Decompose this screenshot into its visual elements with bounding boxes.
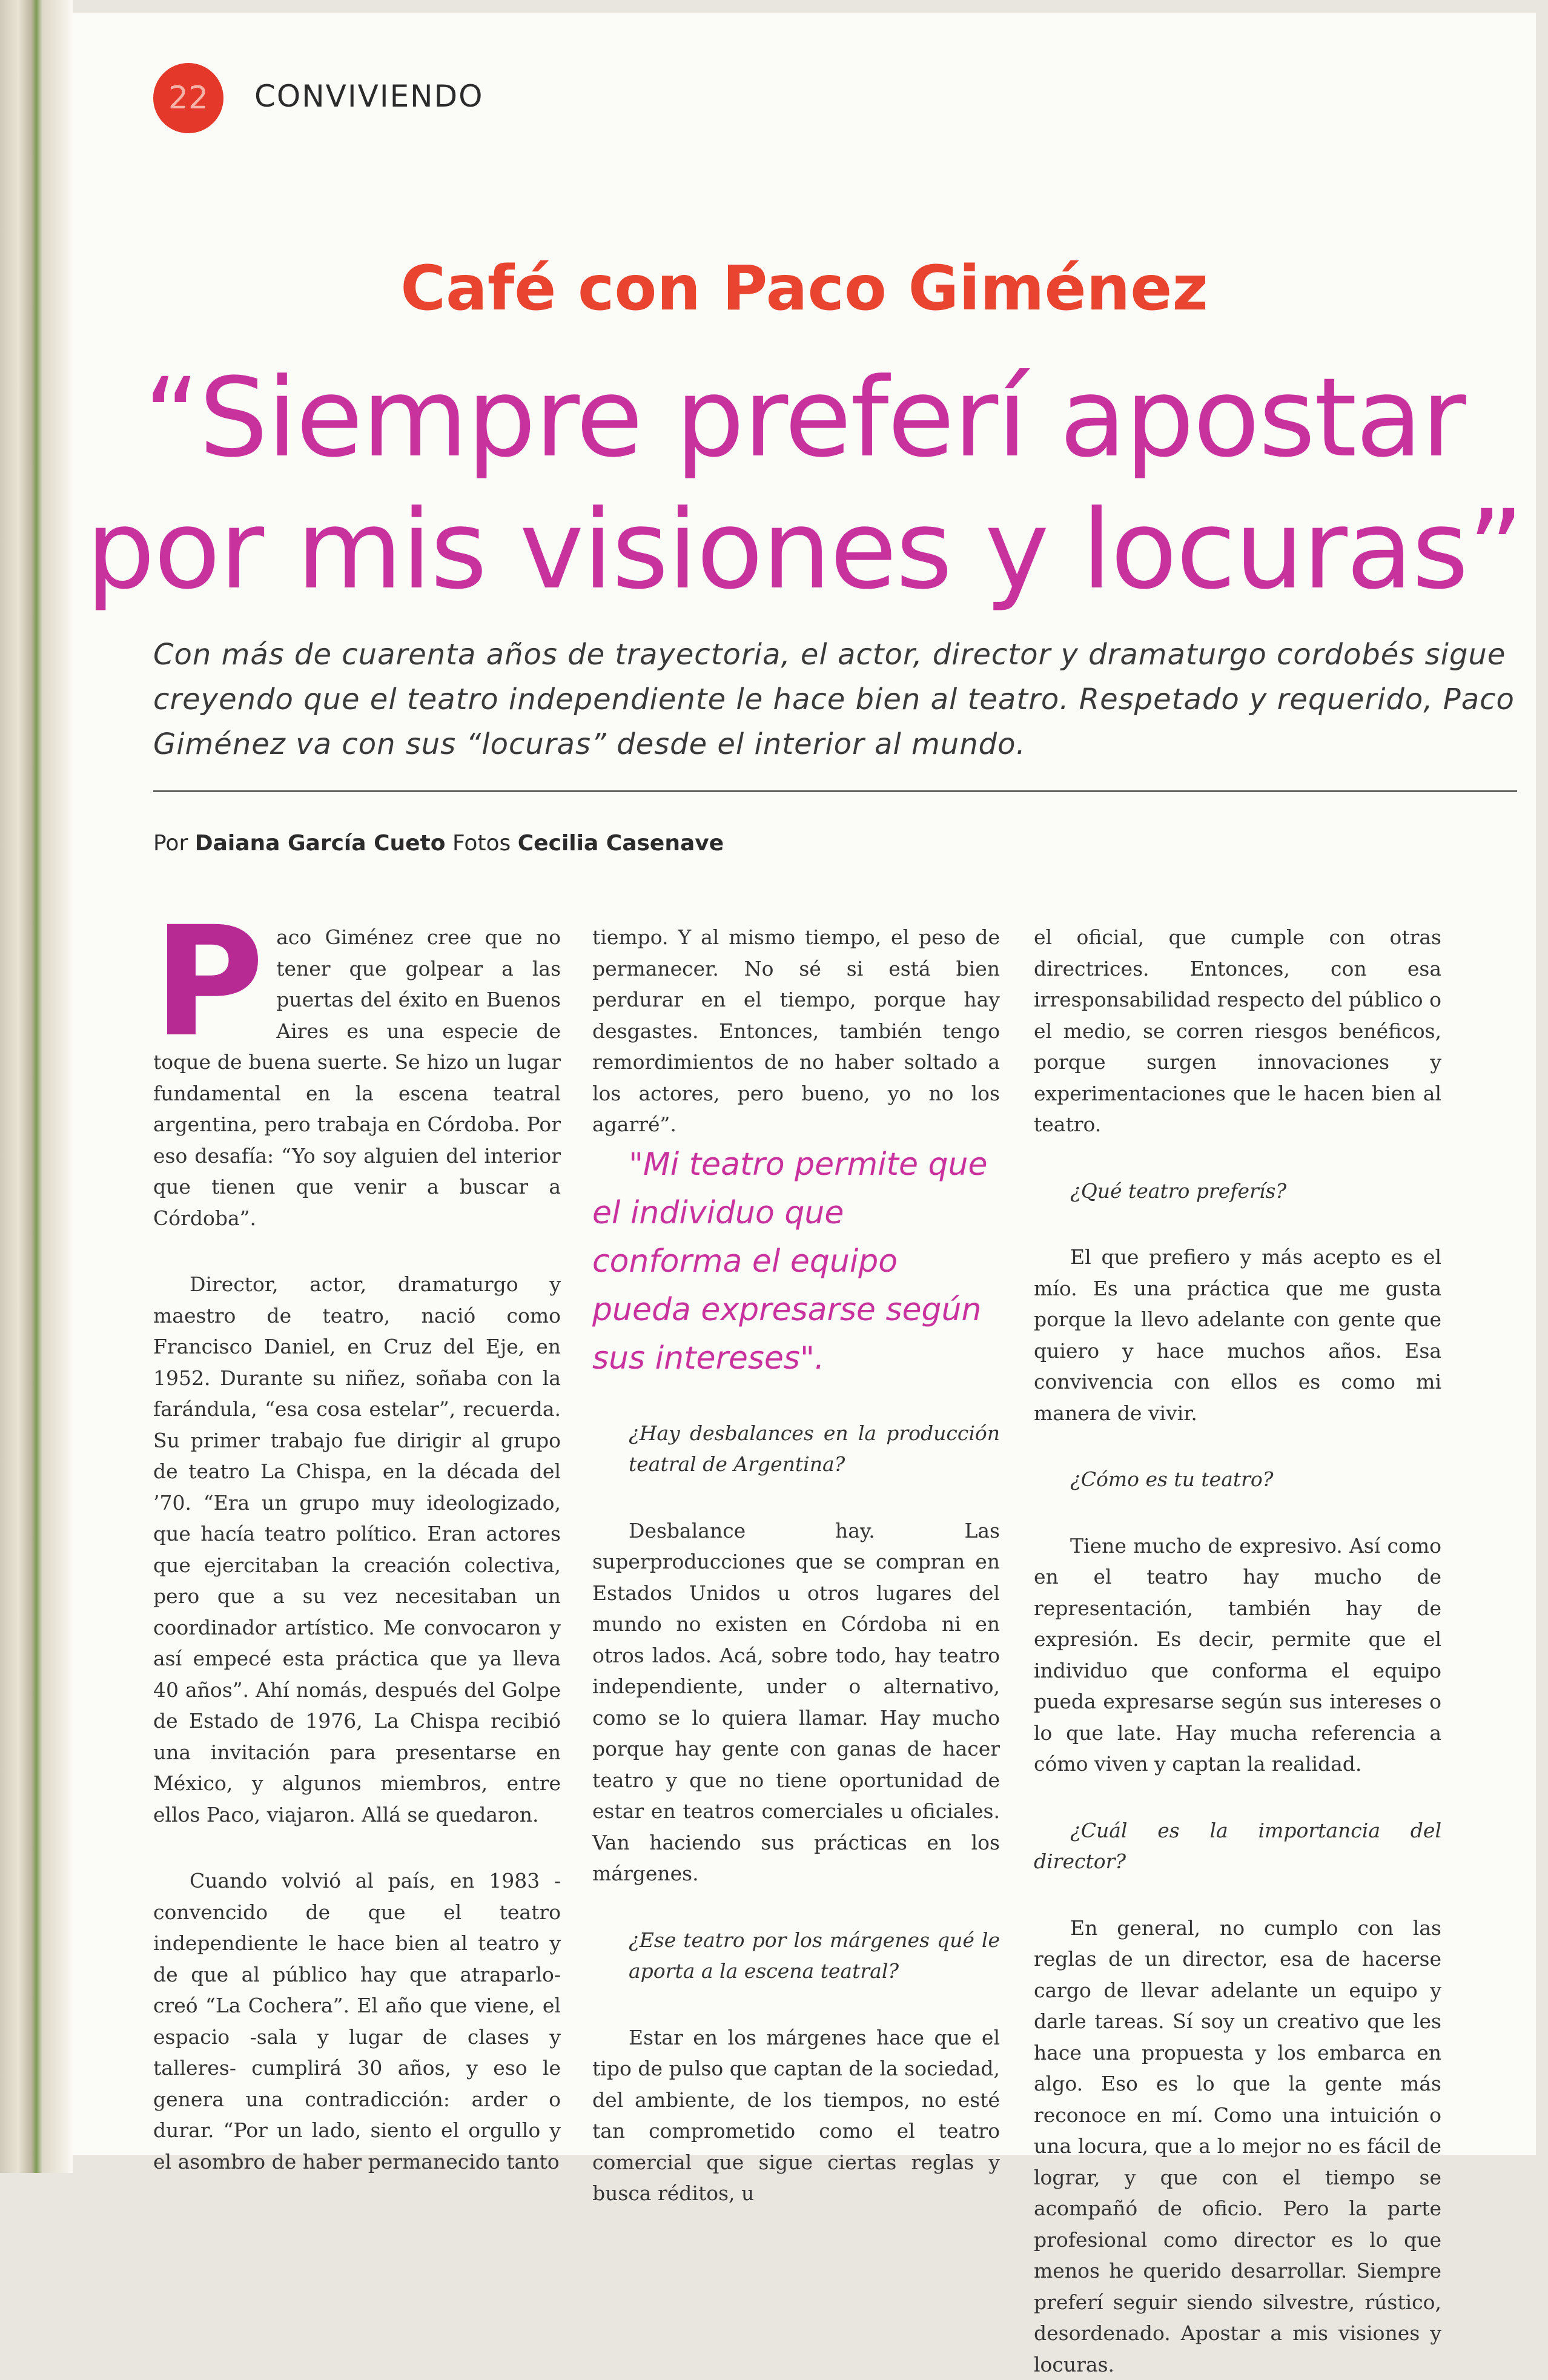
byline-photographer: Cecilia Casenave [518,831,724,856]
byline-author: Daiana García Cueto [195,831,446,856]
interview-answer: Tiene mucho de expresivo. Así como en el teatro hay mucho de representación, también hay de expresión. Es decir, permite que el individuo que conforma el equipo pueda expresarse según sus intereses o lo que late. Hay mucha referencia a cómo viven y captan la realidad. [1034,1530,1441,1780]
interview-answer: Desbalance hay. Las superproducciones que se compran en Estados Unidos u otros lugares del mundo no existen en Córdoba ni en otros lados. Acá, sobre todo, hay teatro independiente, under o alternativo, como se lo quiera llamar. Hay mucho porque hay gente con ganas de hacer teatro y que no tiene oportunidad de estar en teatros comerciales u oficiales. Van haciendo sus prácticas en los márgenes. [592,1515,1000,1889]
interview-question: ¿Hay desbalances en la producción teatral de Argentina? [592,1418,1000,1480]
body-paragraph: Director, actor, dramaturgo y maestro de teatro, nació como Francisco Daniel, en Cruz del Eje, en 1952. Durante su niñez, soñaba con la farándula, “esa cosa estelar”, recuerda. Su primer trabajo fue dirigir al grupo de teatro La Chispa, en la década del ’70. “Era un grupo muy ideologizado, que hacía teatro político. Eran actores que ejercitaban la creación colectiva, pero que a su vez necesitaban un coordinador artístico. Me convocaron y así empecé esta práctica que ya lleva 40 años”. Ahí nomás, después del Golpe de Estado de 1976, La Chispa recibió una invitación para presentarse en México, y algunos miembros, entre ellos Paco, viajaron. Allá se quedaron. [153,1269,561,1830]
interview-answer: El que prefiero y más acepto es el mío. Es una práctica que me gusta porque la llevo adelante con gente que quiero y hace muchos años. Esa convivencia con ellos es como mi manera de vivir. [1034,1241,1441,1429]
headline-line-2: por mis visiones y locuras” [86,487,1523,613]
interview-question: ¿Ese teatro por los márgenes qué le aporta a la escena teatral? [592,1925,1000,1987]
text-column-3 [1034,922,1441,2380]
text-column-2 [592,922,1000,2209]
body-paragraph: tiempo. Y al mismo tiempo, el peso de permanecer. No sé si está bien perdurar en el tiempo, porque hay desgastes. Entonces, también tengo remordimientos de no haber soltado a los actores, pero bueno, yo no los agarré”. [592,922,1000,1140]
article-lede: Con más de cuarenta años de trayectoria, el actor, director y dramaturgo cordobés sigue creyendo que el teatro independiente le hace bien al teatro. Respetado y requerido, Paco Giménez va con sus “locuras” desde el interior al mundo. [153,632,1522,767]
byline-by-label: Por [153,831,188,856]
body-paragraph: Cuando volvió al país, en 1983 -convencido de que el teatro independiente le hace bien al teatro y de que al público hay que atraparlo- creó “La Cochera”. El año que viene, el espacio -sala y lugar de clases y talleres- cumplirá 30 años, y eso le genera una contradicción: arder o durar. “Por un lado, siento el orgullo y el asombro de haber permanecido tanto [153,1865,561,2177]
interview-question: ¿Cómo es tu teatro? [1034,1464,1441,1495]
article-headline [73,352,1536,616]
text-column-1 [153,922,561,2177]
byline [153,831,724,856]
divider-rule [153,790,1517,792]
interview-question: ¿Cuál es la importancia del director? [1034,1815,1441,1877]
interview-answer: Estar en los márgenes hace que el tipo de pulso que captan de la sociedad, del ambiente, de los tiempos, no esté tan comprometido como el teatro comercial que sigue ciertas reglas y busca réditos, u [592,2022,1000,2209]
article-kicker: Café con Paco Giménez [73,253,1536,325]
drop-cap: P [153,924,264,1040]
interview-question: ¿Qué teatro preferís? [1034,1175,1441,1207]
page-number-badge: 22 [153,63,223,133]
section-name: CONVIVIENDO [254,79,483,114]
opening-paragraph [153,922,561,1234]
magazine-page [73,13,1536,2155]
body-paragraph: el oficial, que cumple con otras directrices. Entonces, con esa irresponsabilidad respecto del público o el medio, se corren riesgos benéficos, porque surgen innovaciones y experimentaciones que le hacen bien al teatro. [1034,922,1441,1140]
byline-photos-label: Fotos [452,831,511,856]
opening-paragraph-text: aco Giménez cree que no tener que golpear a las puertas del éxito en Buenos Aires es una especie de toque de buena suerte. Se hizo un lugar fundamental en la escena teatral argentina, pero trabaja en Córdoba. Por eso desafía: “Yo soy alguien del interior que tienen que venir a buscar a Córdoba”. [153,925,561,1230]
headline-line-1: “Siempre preferí apostar [144,355,1465,481]
pull-quote: "Mi teatro permite que el individuo que conforma el equipo pueda expresarse según sus intereses". [592,1140,1000,1383]
magazine-binding [0,0,73,2173]
interview-answer: En general, no cumplo con las reglas de un director, esa de hacerse cargo de llevar adelante un equipo y darle tareas. Sí soy un creativo que les hace una propuesta y los embarca en algo. Eso es lo que la gente más reconoce en mí. Como una intuición o una locura, que a lo mejor no es fácil de lograr, y que con el tiempo se acompañó de oficio. Pero la parte profesional como director es lo que menos he querido desarrollar. Siempre preferí seguir siendo silvestre, rústico, desordenado. Apostar a mis visiones y locuras. [1034,1912,1441,2380]
